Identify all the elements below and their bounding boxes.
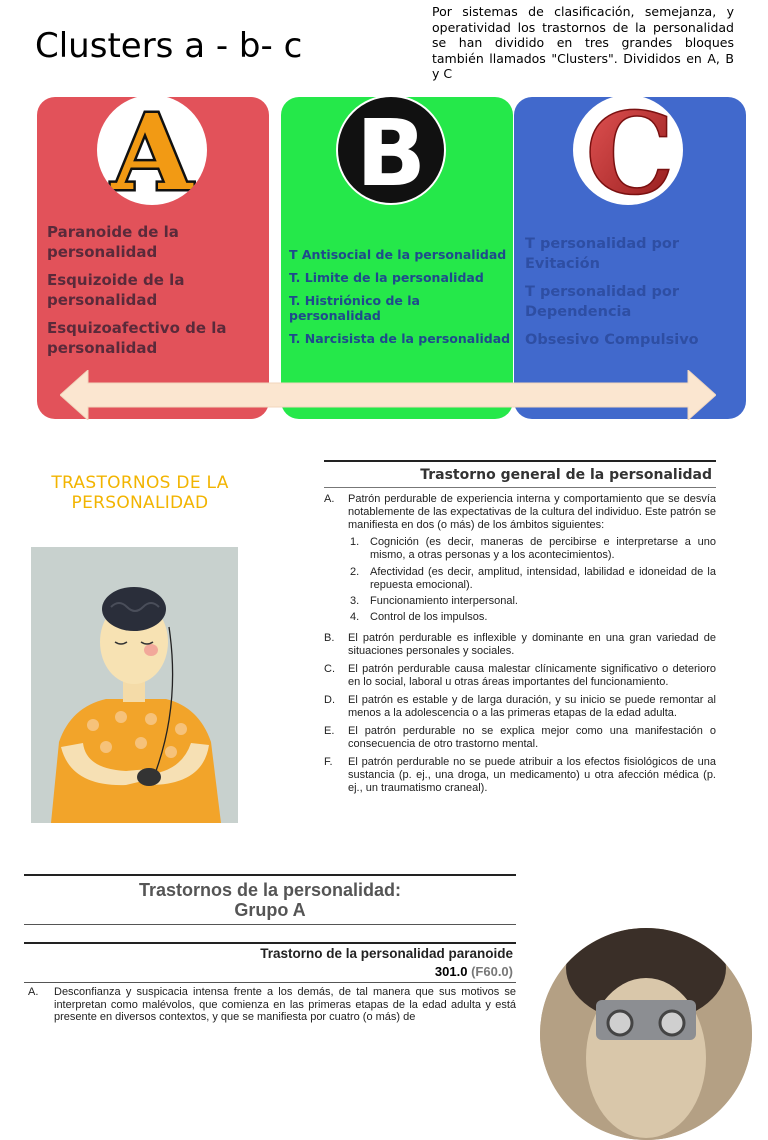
criterion-label: F. <box>324 756 333 768</box>
criterion-item <box>324 493 716 532</box>
cluster-c-list <box>525 234 740 358</box>
diagnostic-code <box>24 963 516 983</box>
criterion-label: C. <box>324 663 335 675</box>
sub-criterion-text: Funcionamiento interpersonal. <box>370 595 518 607</box>
list-item: Paranoide de la personalidad <box>47 223 179 261</box>
group-a-title <box>24 874 516 925</box>
paranoid-disorder-title: Trastorno de la personalidad paranoide <box>24 942 516 963</box>
list-item: T personalidad por Evitación <box>525 236 680 272</box>
criterion-text: El patrón perdurable es inflexible y dominante en una gran variedad de situaciones personales y sociales. <box>348 632 716 657</box>
criterion-item <box>324 756 716 795</box>
sub-criterion-item <box>324 595 716 608</box>
sub-criterion-text: Control de los impulsos. <box>370 611 488 623</box>
letter-b-logo <box>336 95 446 205</box>
criterion-item <box>324 694 716 720</box>
criterion-item <box>324 632 716 658</box>
portrait-image <box>540 928 752 1140</box>
list-item: T Antisocial de la personalidad <box>289 247 507 262</box>
sub-criterion-item <box>324 536 716 562</box>
criterion-text: El patrón perdurable no se puede atribuir a los efectos fisiológicos de una sustancia (p. ej., una droga, un medicamento) u otra afección médica (p. ej., un traumatismo craneal). <box>348 756 716 794</box>
sub-criterion-label: 2. <box>350 566 360 578</box>
criterion-text: El patrón perdurable no se explica mejor como una manifestación o consecuencia de otro trastorno mental. <box>348 725 716 750</box>
list-item: Esquizoafectivo de la personalidad <box>47 319 227 357</box>
list-item: T. Narcisista de la personalidad <box>289 331 511 346</box>
criterion-text: El patrón perdurable causa malestar clínicamente significativo o deterioro en lo social, laboral u otras áreas importantes del funcionamiento. <box>348 663 716 688</box>
sub-criterion-item <box>324 566 716 592</box>
criterion-text: Patrón perdurable de experiencia interna y comportamiento que se desvía notablemente de las expectativas de la cultura del individuo. Este patrón se manifiesta en dos (o más) de los ámbitos siguientes: <box>348 493 716 531</box>
paranoid-criterion-item <box>24 986 516 1024</box>
intro-paragraph: Por sistemas de clasificación, semejanza, y operatividad los trastornos de la personalidad se han dividido en tres grandes bloques también llamados "Clusters". Divididos en A, B y C <box>432 4 734 81</box>
list-item: Esquizoide de la personalidad <box>47 271 185 309</box>
sub-criterion-item <box>324 611 716 624</box>
criterion-item <box>324 725 716 751</box>
criterion-text: El patrón es estable y de larga duración, y su inicio se puede remontar al menos a la adolescencia o a las primeras etapas de la edad adulta. <box>348 694 716 719</box>
cluster-b-list <box>289 247 511 354</box>
letter-c-logo <box>573 95 683 205</box>
letter-b-glyph: B <box>355 100 427 205</box>
criterion-item <box>324 663 716 689</box>
double-arrow-icon <box>60 370 716 420</box>
code-number: 301.0 <box>434 964 468 979</box>
criteria-title: Trastorno general de la personalidad <box>324 462 716 488</box>
code-icd: (F60.0) <box>471 964 513 979</box>
list-item: T. Limite de la personalidad <box>289 270 484 285</box>
criterion-label: E. <box>324 725 335 737</box>
criteria-panel <box>324 460 716 795</box>
criterion-label: A. <box>28 986 39 998</box>
group-a-title-line1: Trastornos de la personalidad: <box>138 880 402 900</box>
letter-c-glyph: C <box>585 95 675 205</box>
cluster-a-list <box>47 222 262 366</box>
list-item: T personalidad por Dependencia <box>525 284 680 320</box>
group-a-panel <box>24 874 516 1024</box>
page-title: Clusters a - b- c <box>35 26 303 66</box>
criterion-label: D. <box>324 694 335 706</box>
criterion-label: A. <box>324 493 335 505</box>
group-a-title-line2: Grupo A <box>234 900 306 920</box>
criterion-text: Desconfianza y suspicacia intensa frente a los demás, de tal manera que sus motivos se interpretan como malévolos, que comienza en las primeras etapas de la edad adulta y está presente en diversos contextos, y que se manifiesta por cuatro (o más) de <box>54 986 516 1023</box>
letter-a-glyph: A <box>111 95 193 205</box>
list-item: Obsesivo Compulsivo <box>525 332 699 348</box>
sub-criterion-label: 1. <box>350 536 360 548</box>
criterion-label: B. <box>324 632 335 644</box>
letter-a-logo <box>97 95 207 205</box>
personality-heading: TRASTORNOS DE LA PERSONALIDAD <box>51 473 229 513</box>
sub-criterion-text: Cognición (es decir, maneras de percibirse e interpretarse a uno mismo, a otras personas y a los acontecimientos). <box>370 536 716 561</box>
illustration-image <box>31 547 238 823</box>
list-item: T. Histriónico de la personalidad <box>289 293 420 323</box>
sub-criterion-text: Afectividad (es decir, amplitud, intensidad, labilidad e idoneidad de la repuesta emocional). <box>370 566 716 591</box>
sub-criterion-label: 4. <box>350 611 360 623</box>
sub-criterion-label: 3. <box>350 595 360 607</box>
